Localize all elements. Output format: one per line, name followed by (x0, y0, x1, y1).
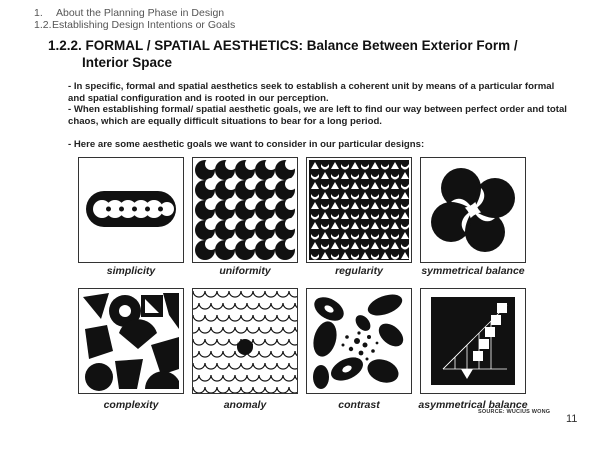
paragraph: - In specific, formal and spatial aesthetics seek to establish a coherent unit by means of a particular formal and spatial configuration and is rooted in our perception. (68, 81, 555, 104)
uniformity-pattern-icon (193, 158, 297, 262)
source-credit: SOURCE: WUCIUS WONG (478, 409, 551, 415)
simplicity-pattern-icon (79, 158, 183, 262)
uniformity-tile (192, 157, 298, 263)
regularity-tile (306, 157, 412, 263)
contrast-pattern-icon (307, 289, 411, 393)
asymmetrical-balance-tile (420, 288, 526, 394)
breadcrumb-number: 1.2. (34, 19, 52, 31)
contrast-tile (306, 288, 412, 394)
body-text (68, 81, 573, 151)
example-caption: regularity (335, 265, 383, 277)
example-caption: symmetrical balance (421, 265, 525, 277)
complexity-tile (78, 288, 184, 394)
page-title-line1: 1.2.2. FORMAL / SPATIAL AESTHETICS: Balance Between Exterior Form / (48, 38, 518, 53)
breadcrumb-label: About the Planning Phase in Design (56, 7, 225, 19)
example-caption: simplicity (106, 265, 156, 277)
simplicity-tile (78, 157, 184, 263)
page-number: 11 (566, 413, 578, 425)
example-caption: complexity (103, 399, 159, 411)
breadcrumb-number: 1. (34, 7, 43, 19)
paragraph: - When establishing formal/ spatial aesthetic goals, we are left to find our way between perfect order and total chaos, which are equally difficult situations to bear for a long period. (68, 104, 567, 127)
complexity-pattern-icon (79, 289, 183, 393)
anomaly-tile (192, 288, 298, 394)
breadcrumb-label: Establishing Design Intentions or Goals (52, 19, 236, 31)
page-title (48, 37, 588, 71)
regularity-pattern-icon (307, 158, 411, 262)
asymmetrical-balance-pattern-icon (421, 289, 525, 393)
symmetrical-balance-pattern-icon (421, 158, 525, 262)
example-caption: anomaly (223, 399, 267, 411)
example-caption: contrast (338, 399, 380, 411)
breadcrumb-item (34, 7, 235, 19)
anomaly-pattern-icon (193, 289, 297, 393)
breadcrumb (34, 7, 235, 31)
paragraph: - Here are some aesthetic goals we want to consider in our particular designs: (68, 139, 425, 150)
breadcrumb-item (34, 19, 235, 31)
symmetrical-balance-tile (420, 157, 526, 263)
example-caption: uniformity (219, 265, 271, 277)
example-caption: asymmetrical balance (418, 399, 528, 411)
page-title-line2: Interior Space (82, 55, 173, 70)
